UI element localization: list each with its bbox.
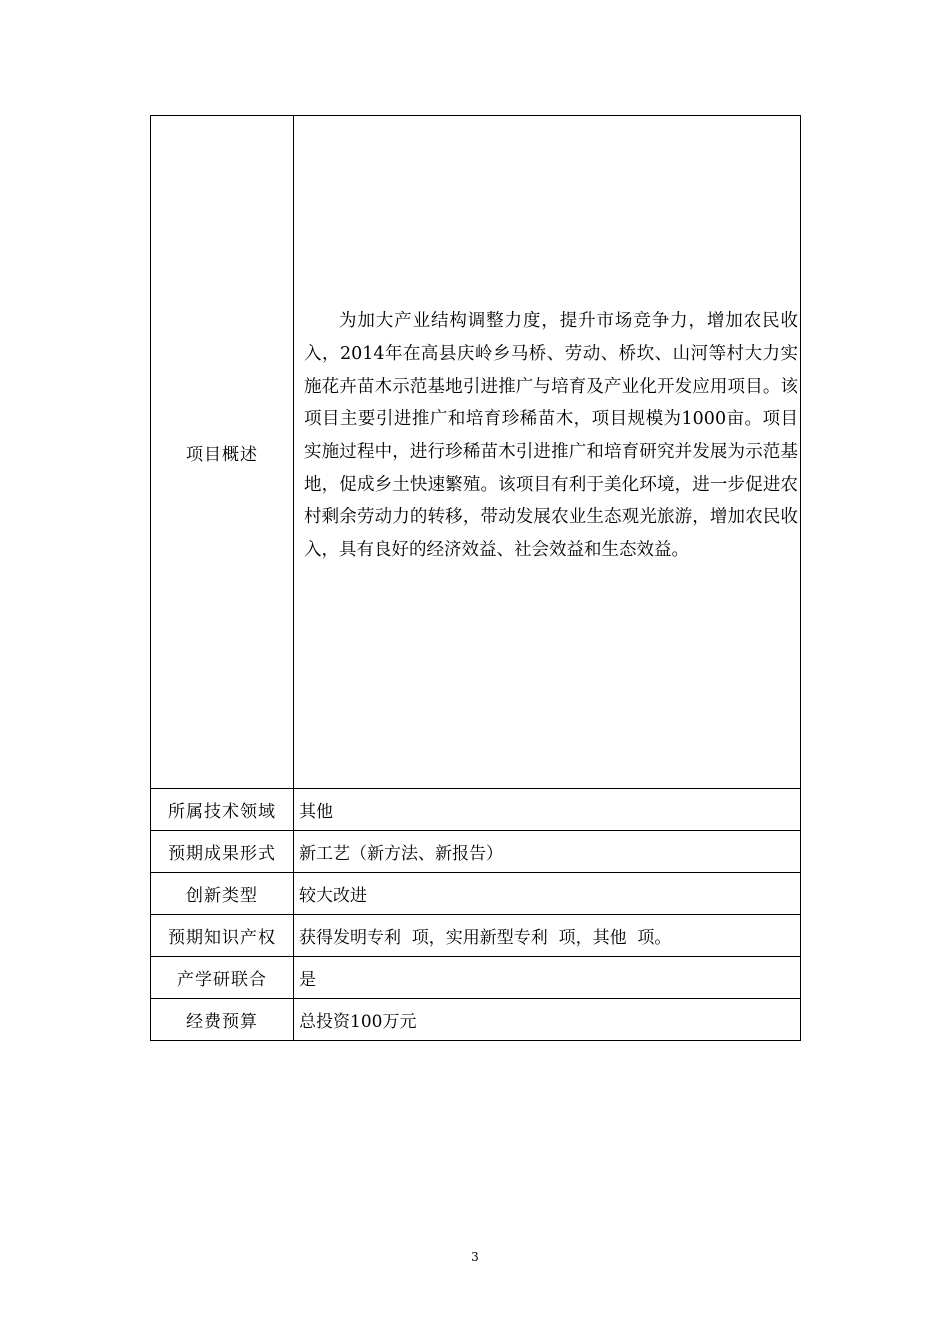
innovation-type-value: 较大改进 xyxy=(294,873,801,915)
budget-label: 经费预算 xyxy=(151,999,294,1041)
tech-field-row xyxy=(151,789,801,831)
budget-value: 总投资100万元 xyxy=(294,999,801,1041)
budget-row xyxy=(151,999,801,1041)
tech-field-label: 所属技术领域 xyxy=(151,789,294,831)
expected-result-value: 新工艺（新方法、新报告） xyxy=(294,831,801,873)
ip-row xyxy=(151,915,801,957)
overview-value-cell xyxy=(294,116,801,789)
ip-label: 预期知识产权 xyxy=(151,915,294,957)
innovation-type-row xyxy=(151,873,801,915)
overview-row xyxy=(151,116,801,789)
overview-label: 项目概述 xyxy=(151,116,294,789)
ip-value: 获得发明专利 项，实用新型专利 项，其他 项。 xyxy=(294,915,801,957)
innovation-type-label: 创新类型 xyxy=(151,873,294,915)
collaboration-label: 产学研联合 xyxy=(151,957,294,999)
expected-result-label: 预期成果形式 xyxy=(151,831,294,873)
overview-text: 为加大产业结构调整力度，提升市场竞争力，增加农民收入，2014年在高县庆岭乡马桥、劳动、桥坎、山河等村大力实施花卉苗木示范基地引进推广与培育及产业化开发应用项目。该项目主要引进推广和培育珍稀苗木，项目规模为1000亩。项目实施过程中，进行珍稀苗木引进推广和培育研究并发展为示范基地，促成乡土快速繁殖。该项目有利于美化环境，进一步促进农村剩余劳动力的转移，带动发展农业生态观光旅游，增加农民收入，具有良好的经济效益、社会效益和生态效益。 xyxy=(304,311,798,561)
collaboration-value: 是 xyxy=(294,957,801,999)
expected-result-row xyxy=(151,831,801,873)
collaboration-row xyxy=(151,957,801,999)
tech-field-value: 其他 xyxy=(294,789,801,831)
project-info-table xyxy=(150,115,801,1041)
page-number: 3 xyxy=(471,1250,479,1264)
